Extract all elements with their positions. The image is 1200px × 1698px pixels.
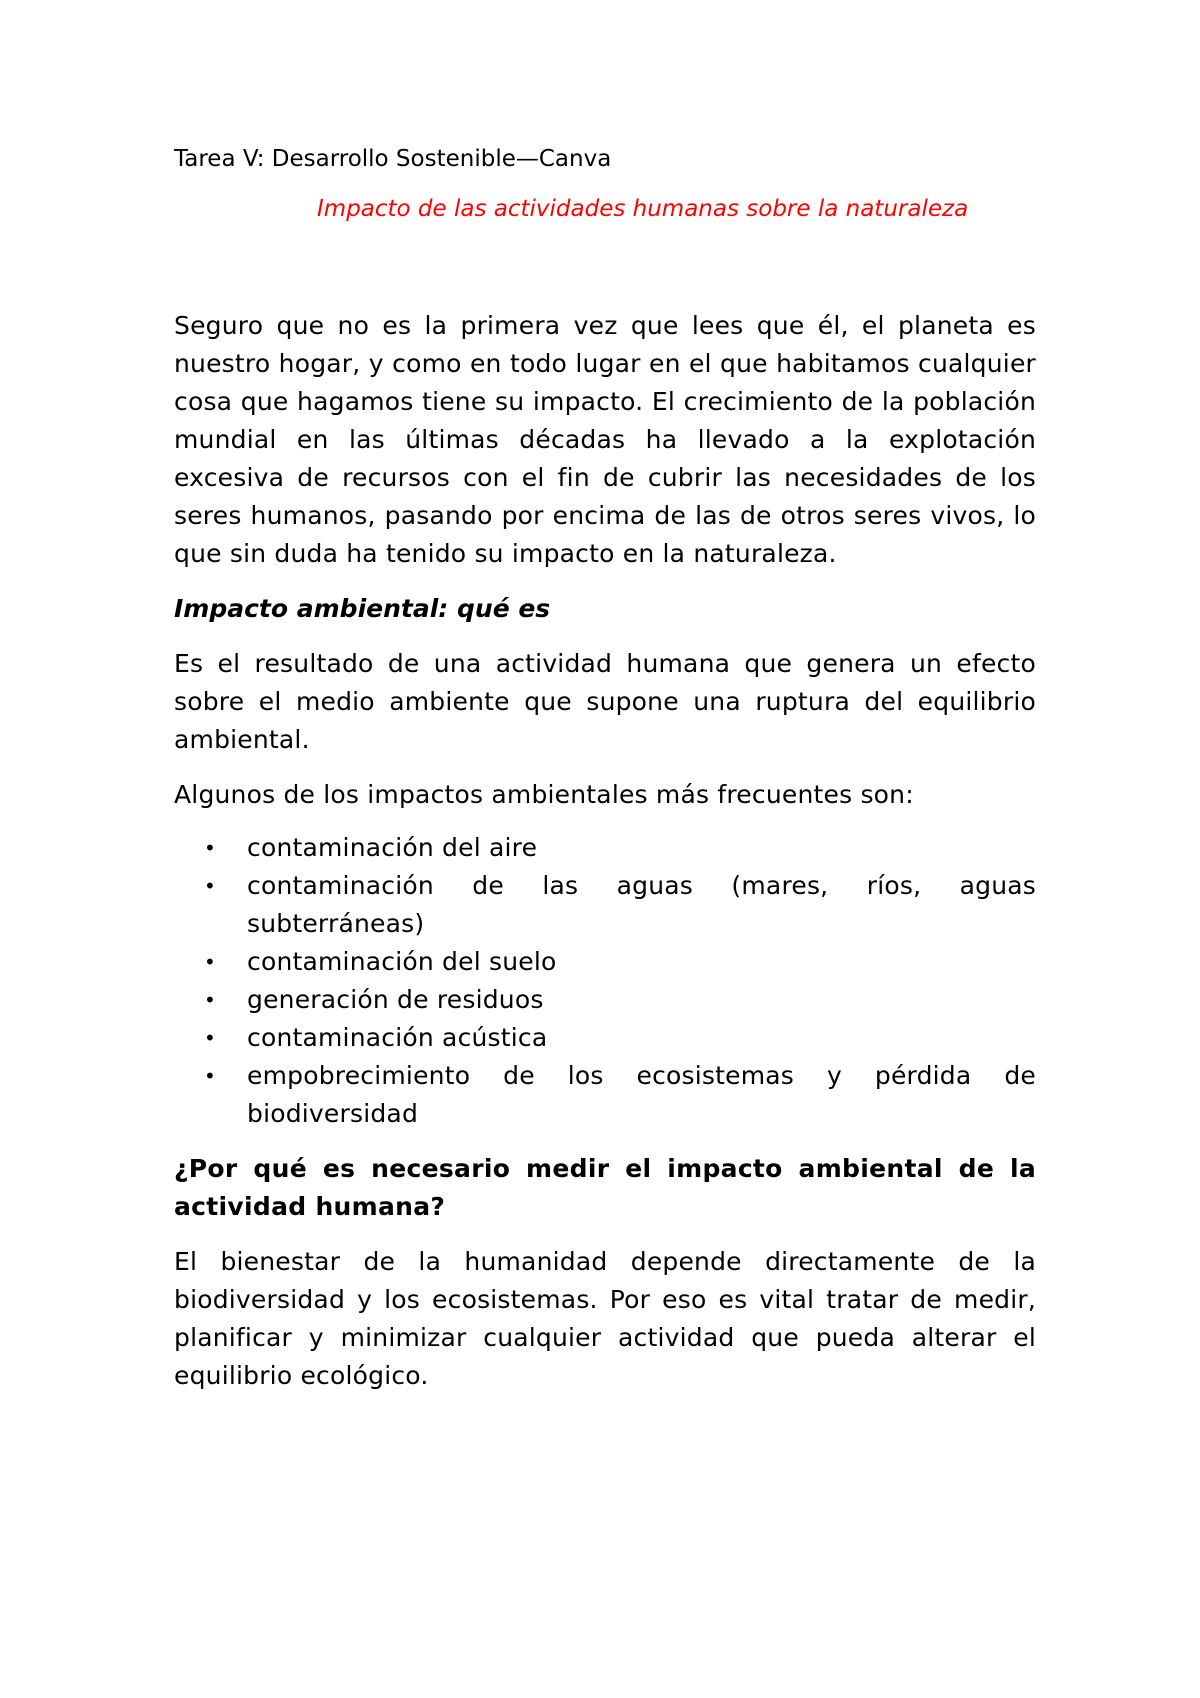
list-item-text: empobrecimiento de los ecosistemas y pérdida de biodiversidad: [247, 1061, 1036, 1128]
list-item: [174, 1057, 1036, 1133]
list-item: [174, 943, 1036, 981]
document-page: [174, 140, 1036, 1412]
bullet-icon: •: [204, 836, 216, 860]
list-item: [174, 981, 1036, 1019]
list-item: [174, 867, 1036, 943]
section-heading-por-que-medir: ¿Por qué es necesario medir el impacto ambiental de la actividad humana?: [174, 1154, 1036, 1221]
section-paragraph-bienestar: El bienestar de la humanidad depende directamente de la biodiversidad y los ecosistemas. Por eso es vital tratar de medir, planificar y minimizar cualquier actividad que pueda alterar el equilibrio ecológico.: [174, 1247, 1036, 1390]
list-item-text: contaminación del aire: [247, 833, 538, 862]
document-title: Tarea V: Desarrollo Sostenible—Canva: [174, 146, 612, 172]
list-item-text: contaminación del suelo: [247, 947, 557, 976]
bullet-icon: •: [204, 874, 216, 898]
section-heading-impacto-ambiental: Impacto ambiental: qué es: [174, 594, 551, 623]
bullet-icon: •: [204, 1026, 216, 1050]
list-item-text: generación de residuos: [247, 985, 544, 1014]
bullet-icon: •: [204, 1064, 216, 1088]
list-item-text: contaminación de las aguas (mares, ríos, aguas subterráneas): [247, 871, 1036, 938]
bullet-icon: •: [204, 988, 216, 1012]
list-item: [174, 829, 1036, 867]
impacts-list: [174, 829, 1036, 1133]
document-subtitle: Impacto de las actividades humanas sobre la naturaleza: [317, 196, 969, 222]
intro-paragraph: Seguro que no es la primera vez que lees que él, el planeta es nuestro hogar, y como en todo lugar en el que habitamos cualquier cosa que hagamos tiene su impacto. El crecimiento de la población mundial en las últimas décadas ha llevado a la explotación excesiva de recursos con el fin de cubrir las necesidades de los seres humanos, pasando por encima de las de otros seres vivos, lo que sin duda ha tenido su impacto en la naturaleza.: [174, 311, 1036, 568]
list-item: [174, 1019, 1036, 1057]
list-intro: Algunos de los impactos ambientales más frecuentes son:: [174, 780, 914, 809]
bullet-icon: •: [204, 950, 216, 974]
spacer: [174, 228, 1036, 307]
list-item-text: contaminación acústica: [247, 1023, 548, 1052]
section-paragraph-definition: Es el resultado de una actividad humana que genera un efecto sobre el medio ambiente que supone una ruptura del equilibrio ambiental.: [174, 649, 1036, 754]
